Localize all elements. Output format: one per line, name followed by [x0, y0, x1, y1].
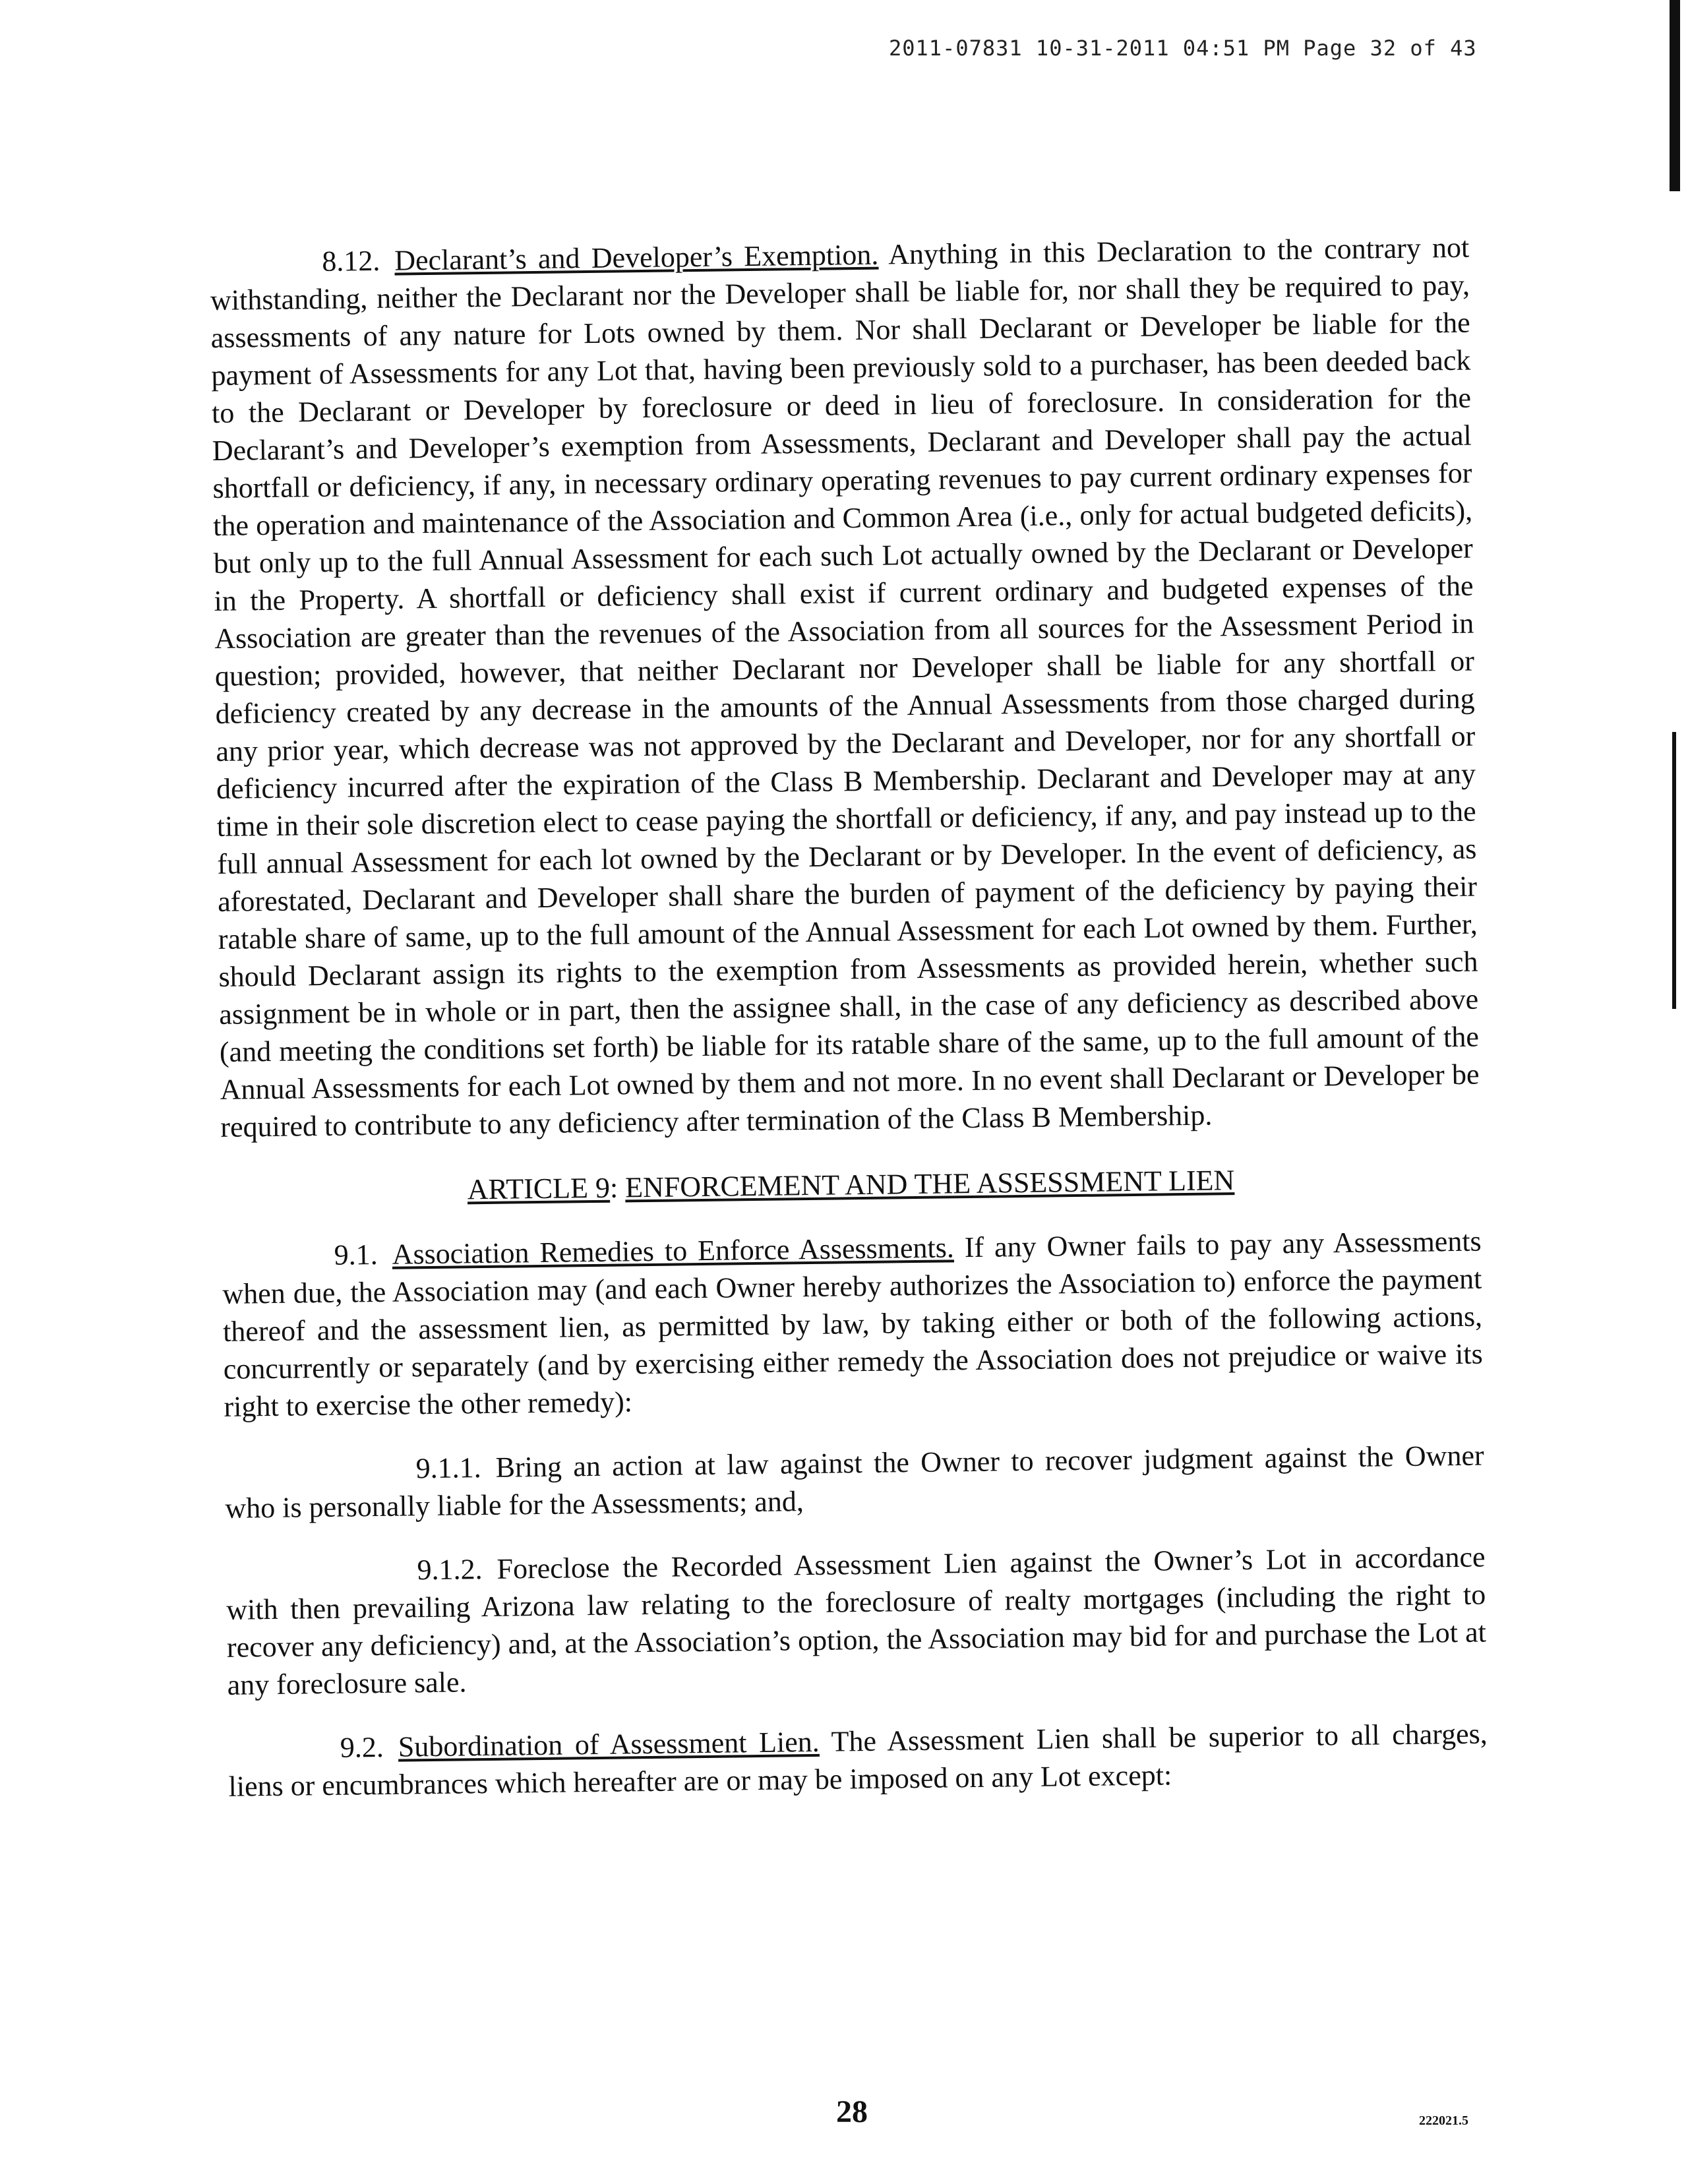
- section-title: Subordination of Assessment Lien.: [398, 1725, 820, 1763]
- section-number: 9.2.: [340, 1730, 384, 1764]
- section-9-1-2: [226, 1538, 1487, 1704]
- article-separator: :: [609, 1171, 618, 1204]
- page-number: 28: [836, 2094, 868, 2129]
- scan-edge-mark-lower: [1672, 732, 1676, 1009]
- section-body: Foreclose the Recorded Assessment Lien against the Owner’s Lot in accordance with then prevailing Arizona law relating to the foreclosure of realty mortgages (including the right to recover any deficiency) and, at the Association’s option, the Association may bid for and purchase the Lot at any foreclosure sale.: [226, 1540, 1487, 1701]
- document-body: [210, 229, 1488, 1805]
- section-9-2: [228, 1714, 1488, 1805]
- scan-edge-mark: [1670, 0, 1680, 191]
- section-number: 9.1.: [334, 1238, 378, 1271]
- fax-header: 2011-07831 10-31-2011 04:51 PM Page 32 of 43: [889, 36, 1477, 61]
- article-label: ARTICLE 9: [467, 1171, 611, 1206]
- section-title: Declarant’s and Developer’s Exemption.: [394, 238, 879, 277]
- section-number: 9.1.2.: [417, 1553, 483, 1587]
- section-number: 9.1.1.: [415, 1451, 481, 1485]
- article-heading: [221, 1159, 1481, 1211]
- section-body: Anything in this Declaration to the contrary not withstanding, neither the Declarant nor the Developer shall be liable for, nor shall they be required to pay, assessments of any nature for Lots owned by them. Nor shall Declarant or Developer be liable for the payment of Assessments for any Lot that, having been previously sold to a purchaser, has been deeded back to the Declarant or Developer by foreclosure or deed in lieu of foreclosure. In consideration for the Declarant’s and Developer’s exemption from Assessments, Declarant and Developer shall pay the actual shortfall or deficiency, if any, in necessary ordinary operating revenues to pay current ordinary expenses for the operation and maintenance of the Association and Common Area (i.e., only for actual budgeted deficits), but only up to the full Annual Assessment for each such Lot actually owned by the Declarant or Developer in the Property. A shortfall or deficiency shall exist if current ordinary and budgeted expenses of the Association are greater than the revenues of the Association from all sources for the Assessment Period in question; provided, however, that neither Declarant nor Developer shall be liable for any shortfall or deficiency created by any decrease in the amounts of the Annual Assessments from those charged during any prior year, which decrease was not approved by the Declarant and Developer, nor for any shortfall or deficiency incurred after the expiration of the Class B Membership. Declarant and Developer may at any time in their sole discretion elect to cease paying the shortfall or deficiency, if any, and pay instead up to the full annual Assessment for each lot owned by the Declarant or by Developer. In the event of deficiency, as aforestated, Declarant and Developer shall share the burden of payment of the deficiency by paying their ratable share of same, up to the full amount of the Annual Assessment for each Lot owned by them. Further, should Declarant assign its rights to the exemption from Assessments as provided herein, whether such assignment be in whole or in part, then the assignee shall, in the case of any deficiency as described above (and meeting the conditions set forth) be liable for its ratable share of the same, up to the full amount of the Annual Assessments for each Lot owned by them and not more. In no event shall Declarant or Developer be required to contribute to any deficiency after termination of the Class B Membership.: [210, 231, 1480, 1143]
- section-title: Association Remedies to Enforce Assessments.: [392, 1231, 955, 1271]
- section-body: Bring an action at law against the Owner to recover judgment against the Owner who is personally liable for the Assessments; and,: [225, 1439, 1484, 1525]
- section-number: 8.12.: [322, 244, 380, 278]
- section-8-12: [210, 229, 1480, 1146]
- section-9-1: [222, 1223, 1483, 1426]
- document-number: 222021.5: [1419, 2113, 1468, 2128]
- section-body: If any Owner fails to pay any Assessments when due, the Association may (and each Owner hereby authorizes the Association to) enforce the payment thereof and the assessment lien, as permitted by law, by taking either or both of the following actions, concurrently or separately (and by exercising either remedy the Association does not prejudice or waive its right to exercise the other remedy):: [222, 1225, 1484, 1423]
- article-title: ENFORCEMENT AND THE ASSESSMENT LIEN: [624, 1164, 1235, 1204]
- section-body: The Assessment Lien shall be superior to all charges, liens or encumbrances which hereafter are or may be imposed on any Lot except:: [228, 1717, 1488, 1803]
